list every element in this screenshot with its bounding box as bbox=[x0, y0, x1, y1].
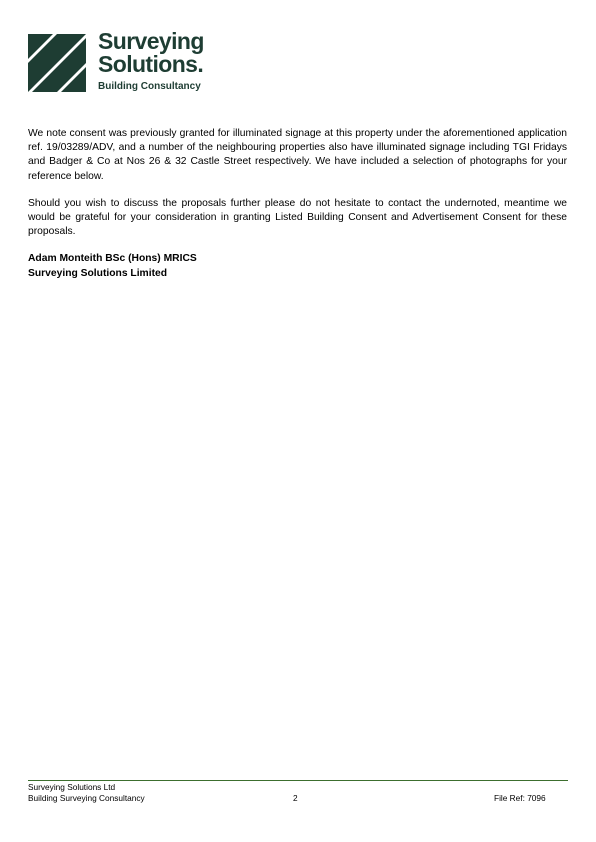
body-paragraph: Should you wish to discuss the proposals further please do not hesitate to contact the undernoted, meantime we would be grateful for your consideration in granting Listed Building Consent and Advertisement Consent for these proposals. bbox=[28, 197, 567, 238]
logo-title-line2: Solutions. bbox=[98, 51, 204, 77]
signatory-company: Surveying Solutions Limited bbox=[28, 267, 168, 279]
logo-wordmark bbox=[98, 30, 204, 76]
body-paragraph: We note consent was previously granted for illuminated signage at this property under the aforementioned application ref. 19/03289/ADV, and a number of the neighbouring properties also have illuminated signage including TGI Fridays and Badger & Co at Nos 26 & 32 Castle Street respectively. We have included a selection of photographs for your reference below. bbox=[28, 128, 567, 182]
signatory-name: Adam Monteith BSc (Hons) MRICS bbox=[28, 253, 197, 265]
signature-block bbox=[28, 252, 567, 280]
letter-body bbox=[28, 127, 567, 281]
footer-company: Surveying Solutions Ltd bbox=[28, 782, 116, 792]
logo-subtitle: Building Consultancy bbox=[98, 81, 201, 92]
page-footer bbox=[28, 782, 568, 804]
logo-title-line1: Surveying bbox=[98, 28, 204, 54]
footer-tagline: Building Surveying Consultancy bbox=[28, 793, 145, 803]
logo-mark-icon bbox=[28, 34, 86, 92]
footer-divider bbox=[28, 780, 568, 781]
page-number: 2 bbox=[293, 793, 298, 803]
company-logo bbox=[28, 30, 213, 96]
file-reference: File Ref: 7096 bbox=[494, 793, 546, 803]
